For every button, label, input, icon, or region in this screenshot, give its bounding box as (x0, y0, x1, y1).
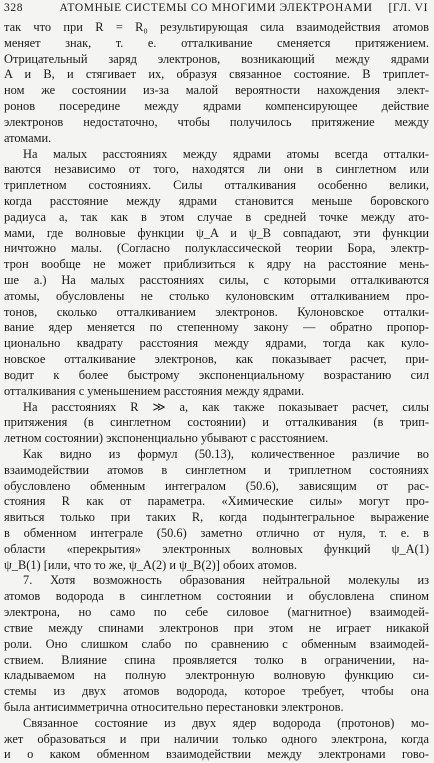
text-line: мами, где волновые функции ψ_A и ψ_B совпадают, эти функции (4, 225, 429, 240)
text-line: Связанное состояние из двух ядер водорода (протонов) мо- (23, 715, 429, 730)
text-line: летном состоянии) экспоненциально убывают с расстоянием. (4, 431, 329, 446)
text-line: явиться только при таких R, когда подынтегральное выражение (4, 510, 429, 525)
text-line: вание ядер меняется по степенному закону — обратно пропор- (4, 320, 429, 335)
text-line: когда расстояние между ядрами становится меньше боровского (4, 193, 429, 208)
text-line: в обменном интеграле (50.6) заметно отлично от нуля, т. е. в (4, 526, 429, 540)
text-line: атомы, обусловлены не столько кулоновским отталкиванием про- (4, 288, 429, 303)
text-line: притяжения (в синглетном состоянии) и отталкивания (в трип- (4, 415, 429, 430)
text-line: ронов посередине между ядрами компенсирующее действие (4, 99, 429, 114)
text-line: меняет знак, т. е. отталкивание сменяется притяжением. (4, 35, 429, 50)
text-line: кладываемом на полную электронную волновую функцию си- (4, 668, 429, 683)
text-line: электронов недостаточно, чтобы получилось притяжение между (4, 114, 429, 129)
text-line: A и B, и стягивает их, образуя связанное состояние. В триплет- (4, 67, 429, 82)
text-line: тонов, сколько отталкиванием электронов. Кулоновское отталки- (4, 304, 429, 319)
page-body-text (4, 20, 429, 763)
text-line: отталкивания с уменьшением расстояния между ядрами. (4, 383, 305, 398)
text-line: стояния R как от параметра. «Химические силы» могут про- (4, 494, 429, 509)
text-line: новское отталкивание электронов, как показывает расчет, при- (4, 352, 429, 367)
text-line: жет образоваться и при наличии только одного электрона, когда (4, 731, 429, 746)
text-line: так что при R = R₀ результирующая сила взаимодействия атомов (4, 20, 429, 34)
running-title: АТОМНЫЕ СИСТЕМЫ СО МНОГИМИ ЭЛЕКТРОНАМИ (59, 2, 373, 14)
running-header (4, 2, 428, 18)
text-line: стемы из двух атомов водорода, которое требует, чтобы она (4, 684, 429, 699)
text-line: Как видно из формул (50.13), количественное различие во (23, 446, 429, 461)
text-line: и о каком обменном взаимодействии между электронами гово- (4, 747, 429, 762)
text-line: водит к более быстрому экспоненциальному возрастанию сил (4, 367, 429, 382)
page-number: 328 (4, 2, 24, 14)
text-line: трон вообще не может приблизиться к ядру на расстояние мень- (4, 257, 429, 272)
chapter-label: [ГЛ. VI (388, 2, 428, 14)
text-line: роли. Оно слишком слабо по сравнению с обменным взаимодей- (4, 636, 429, 651)
text-line: атомами. (4, 130, 52, 145)
text-line: взаимодействии атомов в синглетном и триплетном состояниях (4, 462, 429, 477)
text-line: ваются независимо от того, находятся ли они в синглетном или (4, 162, 429, 177)
text-line: На расстояниях R ≫ a, как также показывает расчет, силы (23, 399, 429, 414)
text-line: ше a.) На малых расстояниях силы, с которыми отталкиваются (4, 273, 429, 287)
text-line: ψ_B(1) [или, что то же, ψ_A(2) и ψ_B(2)] обоих атомов. (4, 557, 297, 572)
text-line: электрона, но само по себе силовое (магнитное) взаимодей- (4, 605, 429, 620)
text-line: 7. Хотя возможность образования нейтральной молекулы из (23, 573, 429, 588)
text-line: атомов водорода в синглетном состоянии и обусловлена спином (4, 589, 429, 604)
text-line: радиуса a, так как в этом случае в средней точке между ато- (4, 209, 429, 224)
text-line: На малых расстояниях между ядрами атомы всегда отталки- (23, 146, 429, 161)
text-line: триплетном состояниях. Силы отталкивания особенно велики, (4, 178, 429, 193)
text-line: ствие между спинами электронов при этом не играет никакой (4, 620, 429, 635)
text-line: ничтожно малы. (Согласно полуклассической теории Бора, электр- (4, 241, 429, 256)
text-line: была антисимметрична относительно перестановки электронов. (4, 699, 344, 714)
text-line: ствием. Влияние спина проявляется толко в ограничении, на- (4, 652, 429, 667)
text-line: обусловлено обменным интегралом (50.6), зависящим от рас- (4, 478, 429, 493)
text-line: ном же состоянии из-за малой вероятности нахождения элект- (4, 83, 429, 98)
text-line: области «перекрытия» электронных волновых функций ψ_A(1) (4, 541, 429, 556)
text-line: ционально квадрату расстояния между ядрами, тогда как куло- (4, 336, 429, 351)
text-line: Отрицательный заряд электронов, возникающий между ядрами (4, 51, 429, 66)
